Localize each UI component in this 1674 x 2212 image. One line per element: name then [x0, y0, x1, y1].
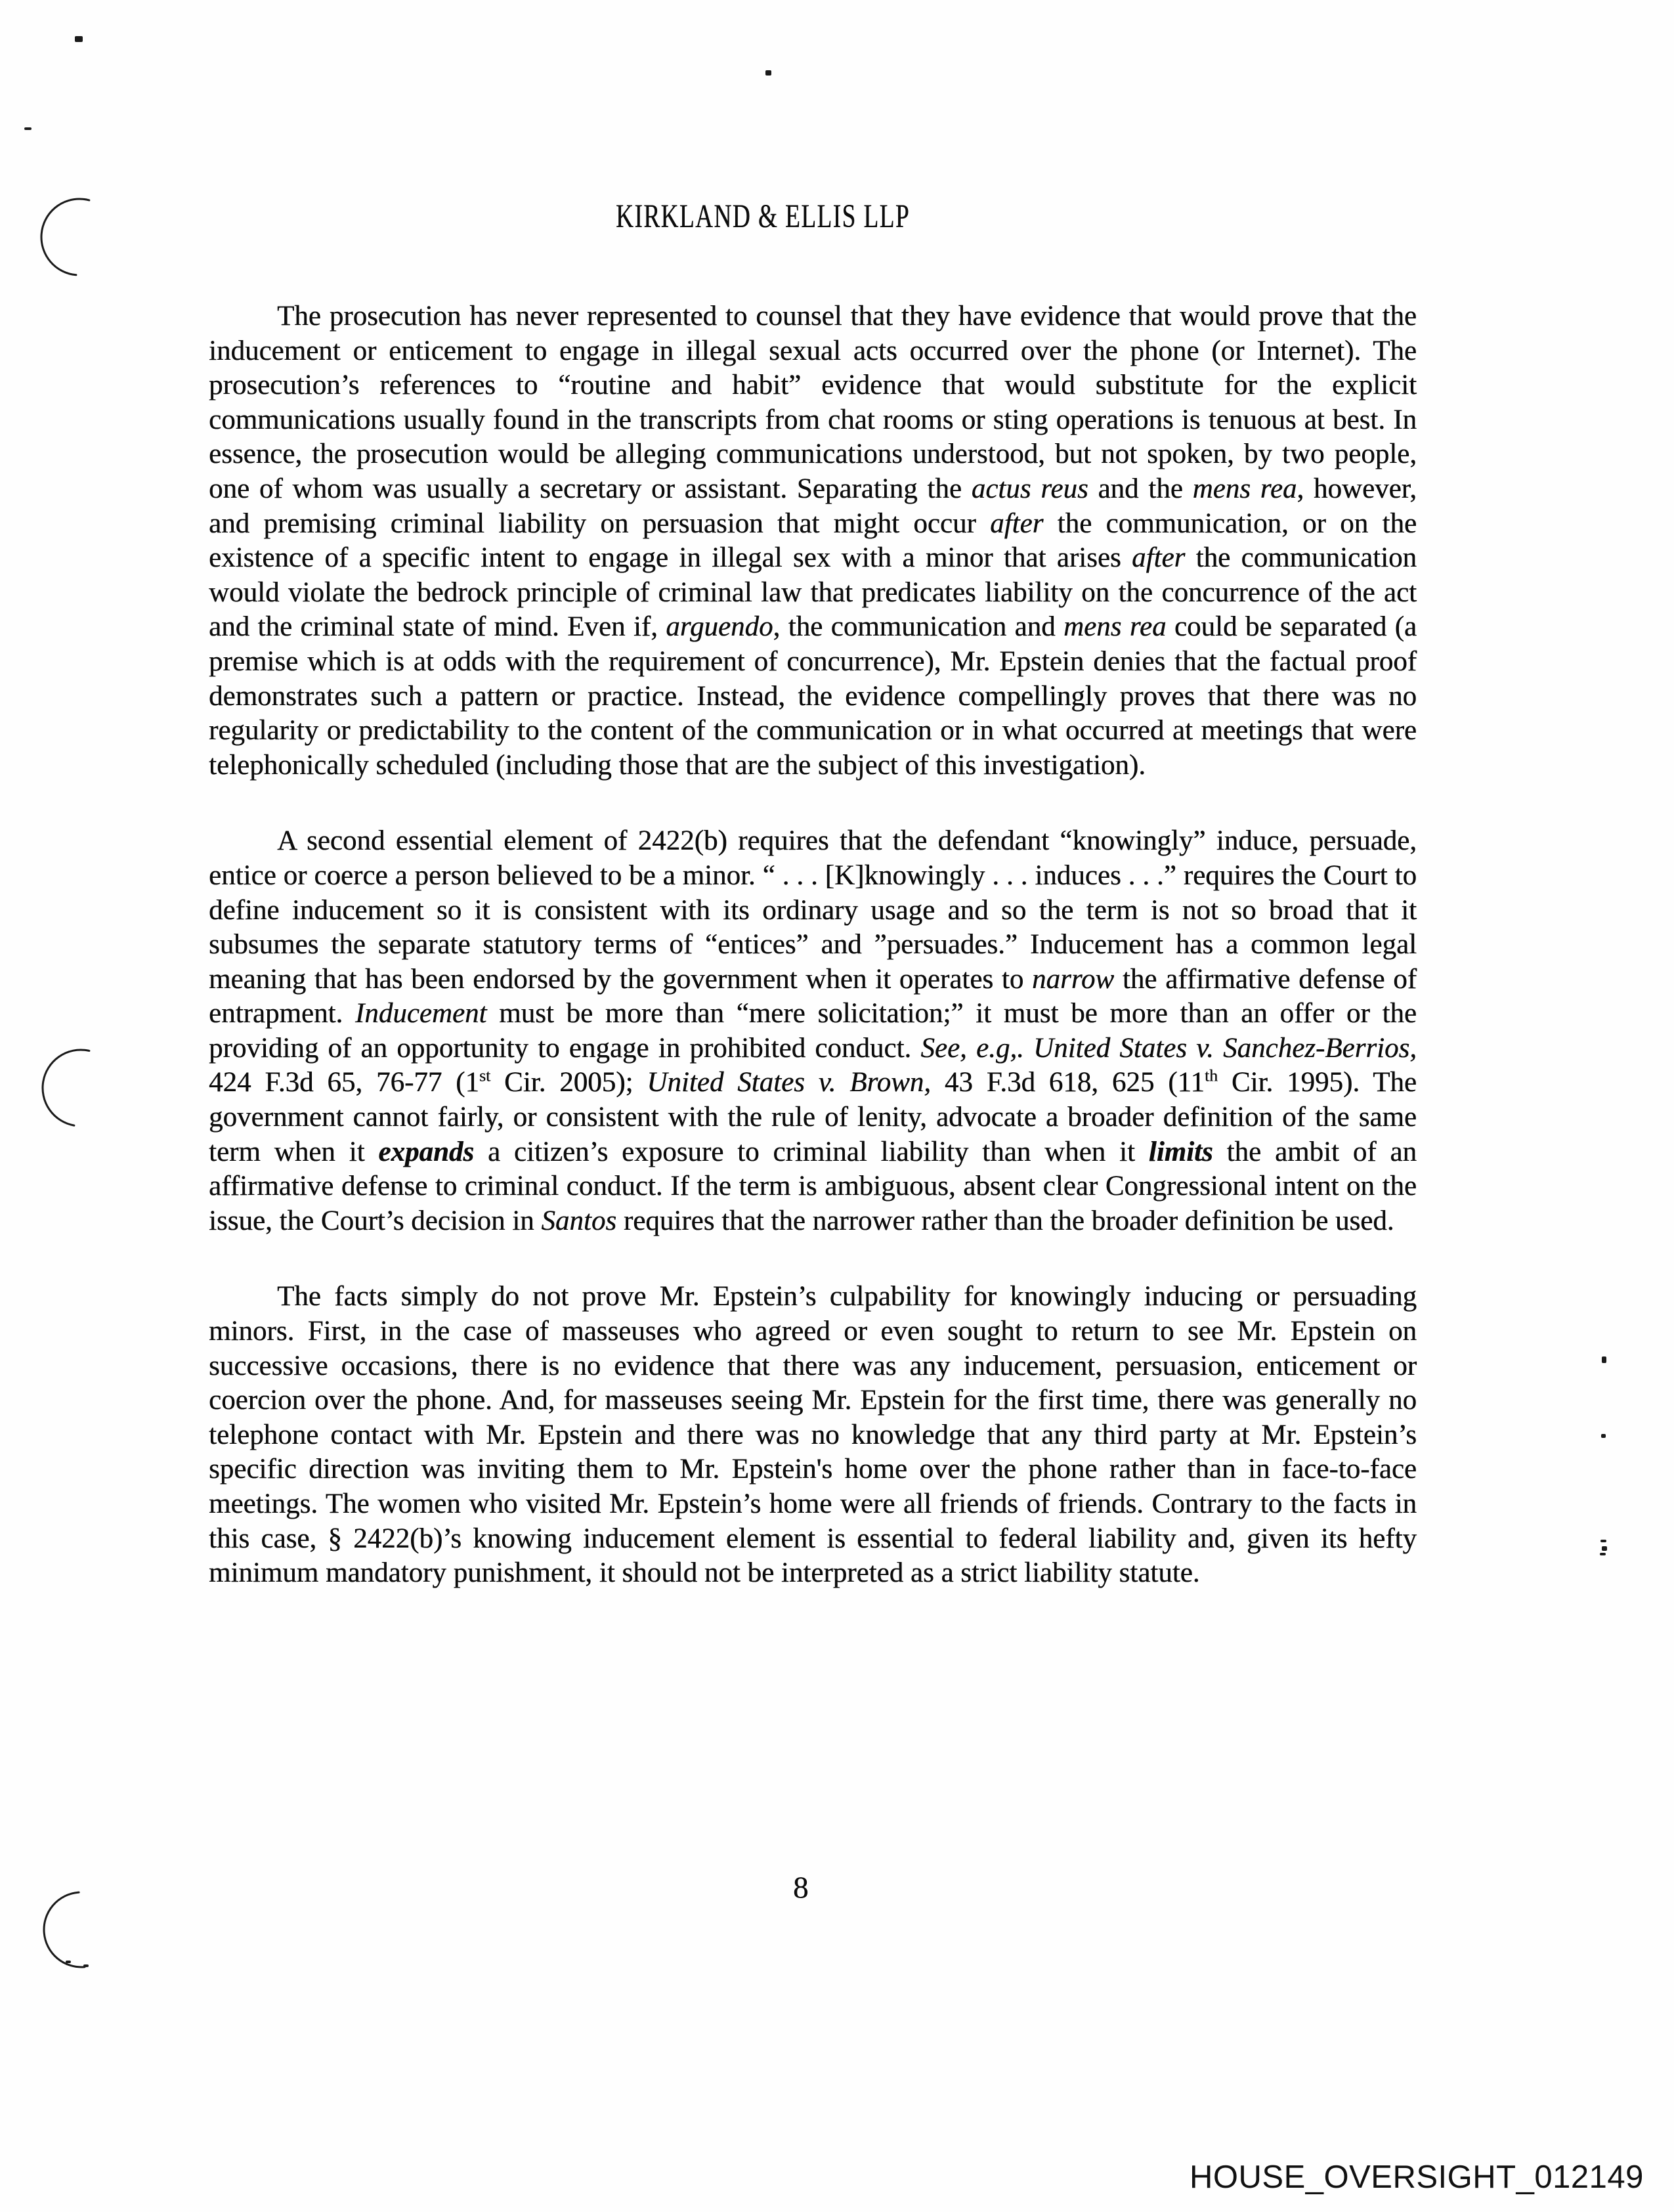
bates-number: HOUSE_OVERSIGHT_012149	[1190, 2159, 1644, 2195]
text-segment: 43 F.3d 618, 625 (11	[931, 1067, 1205, 1098]
text-segment: st	[479, 1066, 491, 1086]
law-firm-header: KIRKLAND & ELLIS LLP	[616, 198, 911, 235]
paragraph	[209, 299, 1417, 783]
scan-speck	[75, 36, 83, 42]
text-segment: expands	[378, 1136, 475, 1167]
text-segment: 424 F.3d 65, 76-77 (1	[209, 1067, 479, 1098]
scan-speck	[1601, 1434, 1606, 1438]
text-segment: See, e.g,. United States v. Sanchez-Berrios,	[920, 1032, 1417, 1064]
scan-speck	[1602, 1356, 1606, 1363]
text-segment: the communication would violate the bedrock principle of criminal law that predicates liability on the concurrence of the act and the criminal state of mind. Even if,	[209, 542, 1417, 643]
scan-speck	[24, 127, 32, 130]
scan-speck	[1602, 1546, 1607, 1551]
text-segment: narrow	[1032, 963, 1115, 995]
text-segment: the communication, or on the existence of a specific intent to engage in illegal sex with a minor that arises	[209, 508, 1417, 574]
paragraph	[209, 1280, 1417, 1590]
punch-hole-mark	[33, 191, 125, 283]
scan-speck	[765, 70, 771, 76]
text-segment: arguendo	[666, 611, 773, 643]
text-segment: The facts simply do not prove Mr. Epstein’s culpability for knowingly inducing or persuading minors. First, in the case of masseuses who agreed or even sought to return to see Mr. Epstein on successive occasions, there is no evidence that there was any inducement, persuasion, enticement or coercion over the phone. And, for masseuses seeing Mr. Epstein for the first time, there was generally no telephone contact with Mr. Epstein and there was no knowledge that any third party at Mr. Epstein’s specific direction was inviting them to Mr. Epstein's home over the phone rather than in face-to-face meetings. The women who visited Mr. Epstein’s home were all friends of friends. Contrary to the facts in this case, § 2422(b)’s knowing inducement element is essential to federal liability and, given its hefty minimum mandatory punishment, it should not be interpreted as a strict liability statute.	[209, 1281, 1417, 1589]
text-segment: Cir. 1995). The government cannot fairly, or consistent with the rule of lenity, advocate a broader definition of the same term when it	[209, 1067, 1417, 1167]
text-segment: actus reus	[971, 473, 1088, 504]
text-segment: , however, and premising criminal liability on persuasion that might occur	[209, 473, 1417, 539]
text-segment: Santos	[541, 1205, 617, 1236]
text-segment: the affirmative defense of entrapment.	[209, 963, 1417, 1030]
text-segment: mens rea	[1192, 473, 1297, 504]
scan-speck	[1600, 1553, 1606, 1555]
text-segment: a citizen’s exposure to criminal liability than when it	[474, 1136, 1149, 1167]
text-segment: requires that the narrower rather than the broader definition be used.	[616, 1205, 1394, 1236]
text-segment: mens rea	[1063, 611, 1167, 643]
text-segment: limits	[1148, 1136, 1213, 1167]
punch-hole-mark	[35, 1884, 127, 1976]
text-segment: and the	[1088, 473, 1193, 504]
text-segment: th	[1204, 1066, 1218, 1086]
text-segment: after	[1132, 542, 1186, 574]
text-segment: , the communication and	[773, 611, 1063, 643]
scan-speck	[1600, 1540, 1606, 1542]
punch-hole-mark	[35, 1042, 127, 1134]
text-segment: United States v. Brown,	[647, 1067, 932, 1098]
text-segment: Cir. 2005);	[490, 1067, 647, 1098]
page-number: 8	[793, 1871, 809, 1905]
scan-speck	[83, 1964, 89, 1967]
text-segment: The prosecution has never represented to counsel that they have evidence that would prove that the inducement or enticement to engage in illegal sexual acts occurred over the phone (or Internet). The prosecution’s references to “routine and habit” evidence that would substitute for the explicit communications usually found in the transcripts from chat rooms or sting operations is tenuous at best. In essence, the prosecution would be alleging communications understood, but not spoken, by two people, one of whom was usually a secretary or assistant. Separating the	[209, 301, 1417, 504]
body-text	[209, 299, 1417, 1591]
text-segment: must be more than “mere solicitation;” it must be more than an offer or the providing of an opportunity to engage in prohibited conduct.	[209, 998, 1417, 1064]
text-segment: could be separated (a premise which is at odds with the requirement of concurrence), Mr. Epstein denies that the factual proof demonstrates such a pattern or practice. Instead, the evidence compellingly proves that there was no regularity or predictability to the content of the communication or in what occurred at meetings that were telephonically scheduled (including those that are the subject of this investigation).	[209, 611, 1417, 781]
text-segment: A second essential element of 2422(b) requires that the defendant “knowingly” induce, persuade, entice or coerce a person believed to be a minor. “ . . . [K]knowingly . . . induces . . .” requires the Court to define inducement so it is consistent with its ordinary usage and so the term is not so broad that it subsumes the separate statutory terms of “entices” and ”persuades.” Inducement has a common legal meaning that has been endorsed by the government when it operates to	[209, 825, 1417, 995]
paragraph	[209, 824, 1417, 1238]
text-segment: the ambit of an affirmative defense to criminal conduct. If the term is ambiguous, absent clear Congressional intent on the issue, the Court’s decision in	[209, 1136, 1417, 1236]
scan-speck	[66, 1961, 71, 1963]
text-segment: after	[990, 508, 1044, 539]
text-segment: Inducement	[354, 998, 487, 1030]
